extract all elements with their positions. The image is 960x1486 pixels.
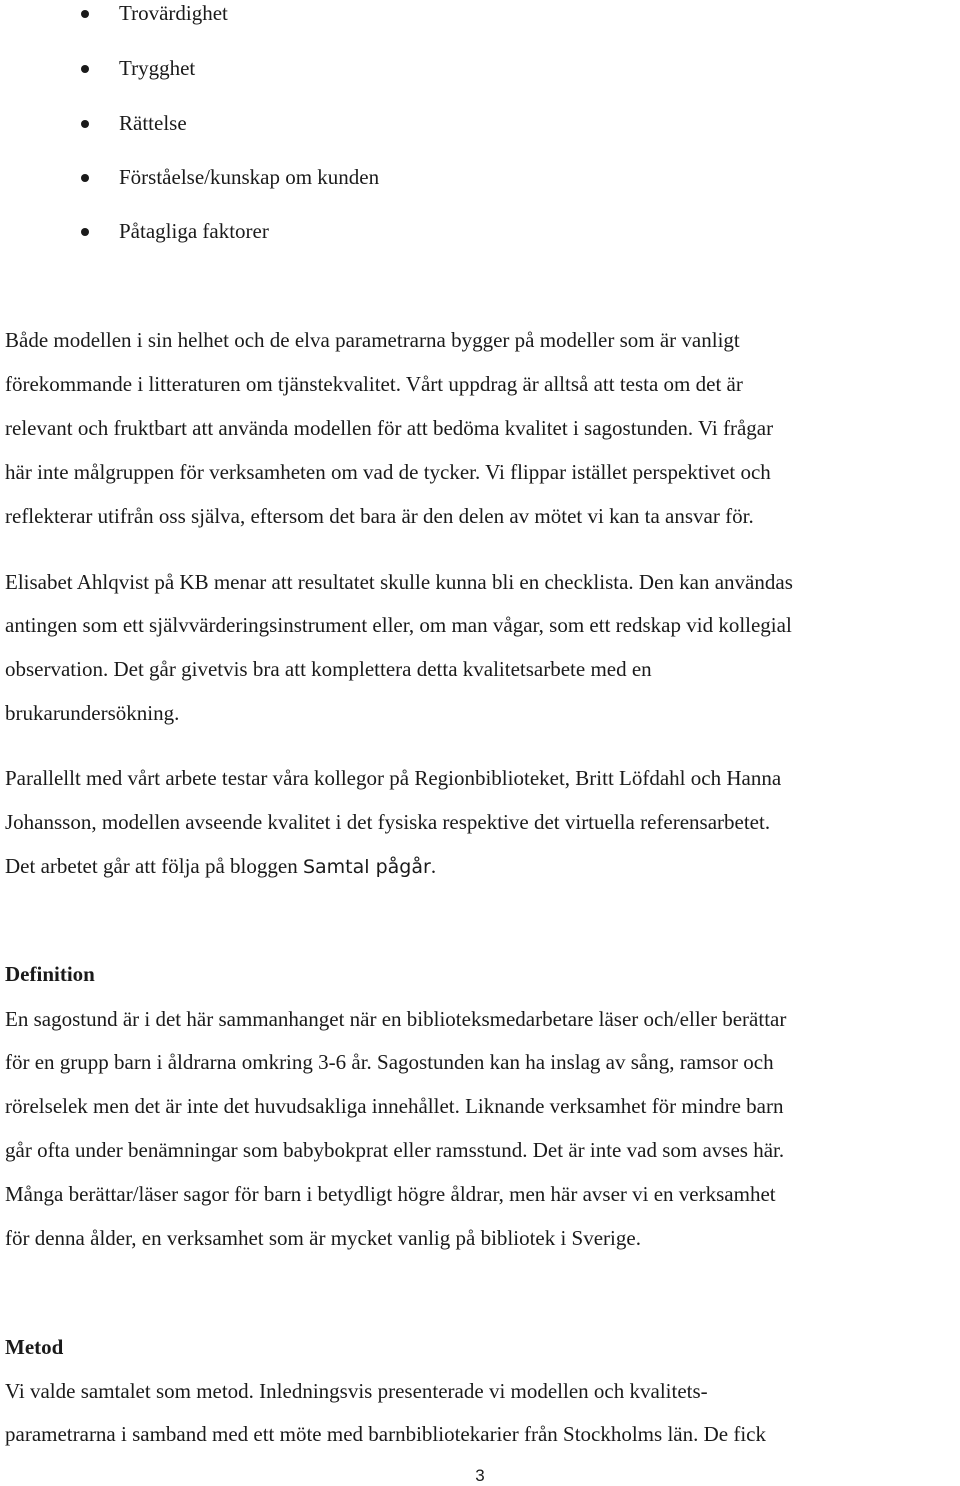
paragraph-line: Parallellt med vårt arbete testar våra kollegor på Regionbiblioteket, Britt Löfdahl och Hanna — [5, 766, 782, 790]
paragraph-line: förekommande i litteraturen om tjänstekvalitet. Vårt uppdrag är alltså att testa om det är — [5, 372, 743, 396]
paragraph-line: En sagostund är i det här sammanhanget när en biblioteksmedarbetare läser och/eller berättar — [5, 1007, 787, 1031]
paragraph-line: Elisabet Ahlqvist på KB menar att resultatet skulle kunna bli en checklista. Den kan användas — [5, 570, 793, 594]
bullet-icon — [81, 174, 89, 182]
paragraph-line: Vi valde samtalet som metod. Inledningsvis presenterade vi modellen och kvalitets- — [5, 1379, 708, 1403]
list-item-text: Rättelse — [119, 111, 187, 135]
paragraph-line: Både modellen i sin helhet och de elva parametrarna bygger på modeller som är vanligt — [5, 328, 740, 352]
paragraph-line: går ofta under benämningar som babybokprat eller ramsstund. Det är inte vad som avses här. — [5, 1138, 785, 1162]
list-item — [0, 164, 900, 194]
bullet-icon — [81, 120, 89, 128]
paragraph-text: Det arbetet går att följa på bloggen — [5, 854, 303, 878]
paragraph-line: för denna ålder, en verksamhet som är mycket vanlig på bibliotek i Sverige. — [5, 1226, 641, 1250]
list-item-text: Påtagliga faktorer — [119, 219, 269, 243]
bullet-icon — [81, 228, 89, 236]
page-number: 3 — [475, 1466, 485, 1485]
paragraph-line: här inte målgruppen för verksamheten om vad de tycker. Vi flippar istället perspektivet och — [5, 460, 771, 484]
paragraph-line: parametrarna i samband med ett möte med barnbibliotekarier från Stockholms län. De fick — [5, 1422, 766, 1446]
list-item-text: Trovärdighet — [119, 1, 228, 25]
list-item — [0, 110, 900, 140]
list-item — [0, 0, 900, 30]
paragraph-line: rörelselek men det är inte det huvudsakliga innehållet. Liknande verksamhet för mindre barn — [5, 1094, 784, 1118]
paragraph-line: för en grupp barn i åldrarna omkring 3-6 år. Sagostunden kan ha inslag av sång, ramsor och — [5, 1050, 774, 1074]
bullet-icon — [81, 10, 89, 18]
paragraph-text: . — [430, 854, 437, 878]
paragraph-line: antingen som ett självvärderingsinstrument eller, om man vågar, som ett redskap vid kollegial — [5, 613, 792, 637]
paragraph-line: brukarundersökning. — [5, 701, 180, 725]
blog-name: Samtal pågår — [302, 856, 431, 878]
paragraph-line: Johansson, modellen avseende kvalitet i det fysiska respektive det virtuella referensarbetet. — [5, 810, 771, 834]
paragraph-line — [5, 853, 436, 880]
list-item — [0, 218, 900, 248]
bullet-icon — [81, 65, 89, 73]
section-heading: Metod — [5, 1335, 64, 1359]
paragraph-line: observation. Det går givetvis bra att komplettera detta kvalitetsarbete med en — [5, 657, 652, 681]
paragraph-line: relevant och fruktbart att använda modellen för att bedöma kvalitet i sagostunden. Vi frågar — [5, 416, 774, 440]
list-item-text: Förståelse/kunskap om kunden — [119, 165, 380, 189]
paragraph-line: Många berättar/läser sagor för barn i betydligt högre åldrar, men här avser vi en verksamhet — [5, 1182, 776, 1206]
paragraph-line: reflekterar utifrån oss själva, eftersom det bara är den delen av mötet vi kan ta ansvar för. — [5, 504, 754, 528]
list-item-text: Trygghet — [119, 56, 196, 80]
section-heading: Definition — [5, 962, 95, 986]
list-item — [0, 55, 900, 85]
